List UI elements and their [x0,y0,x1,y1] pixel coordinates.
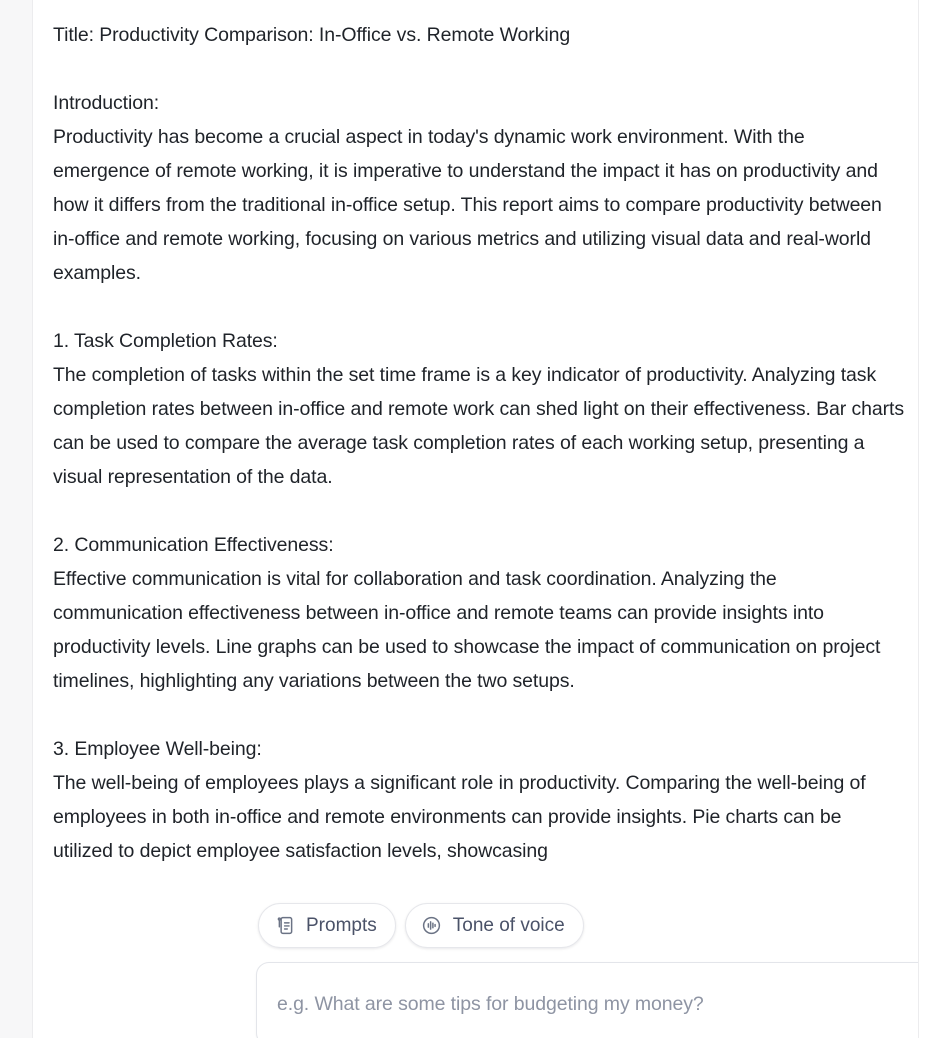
prompts-button[interactable] [258,903,396,948]
section-body-communication-effectiveness: Effective communication is vital for collaboration and task coordination. Analyzing the communication effectiveness between in-office and remote teams can provide insights into productivity levels. Line graphs can be used to showcase the impact of communication on project timelines, highlighting any variations between the two setups. [53,568,881,692]
soundwave-circle-icon [421,915,443,937]
section-body-introduction: Productivity has become a crucial aspect in today's dynamic work environment. With the emergence of remote working, it is imperative to understand the impact it has on productivity and how it differs from the traditional in-office setup. This report aims to compare productivity between in-office and remote working, focusing on various metrics and utilizing visual data and real-world examples. [53,126,882,284]
section-heading-communication-effectiveness: 2. Communication Effectiveness: [53,534,334,556]
document-body[interactable] [33,0,918,868]
prompt-input-container[interactable] [256,962,918,1038]
section-heading-employee-well-being: 3. Employee Well-being: [53,738,262,760]
prompt-input[interactable] [257,963,918,1038]
tone-of-voice-button-label: Tone of voice [452,914,565,936]
section-body-task-completion-rates: The completion of tasks within the set time frame is a key indicator of productivity. Analyzing task completion rates between in-office and remote work can shed light on their effectiveness. Bar charts can be used to compare the average task completion rates of each working setup, presenting a visual representation of the data. [53,364,904,488]
document-surface[interactable] [33,0,918,1038]
section-body-employee-well-being: The well-being of employees plays a significant role in productivity. Comparing the well-being of employees in both in-office and remote environments can provide insights. Pie charts can be utilized to depict employee satisfaction levels, showcasing [53,772,866,862]
tone-of-voice-button[interactable] [405,903,584,948]
document-title-line: Title: Productivity Comparison: In-Office vs. Remote Working [53,24,571,46]
prompts-button-label: Prompts [306,914,377,936]
left-gutter [0,0,33,1038]
assistant-toolbar [258,903,584,948]
document-lines-icon [274,915,296,937]
section-heading-task-completion-rates: 1. Task Completion Rates: [53,330,278,352]
section-heading-introduction: Introduction: [53,92,160,114]
right-gutter [918,0,930,1038]
